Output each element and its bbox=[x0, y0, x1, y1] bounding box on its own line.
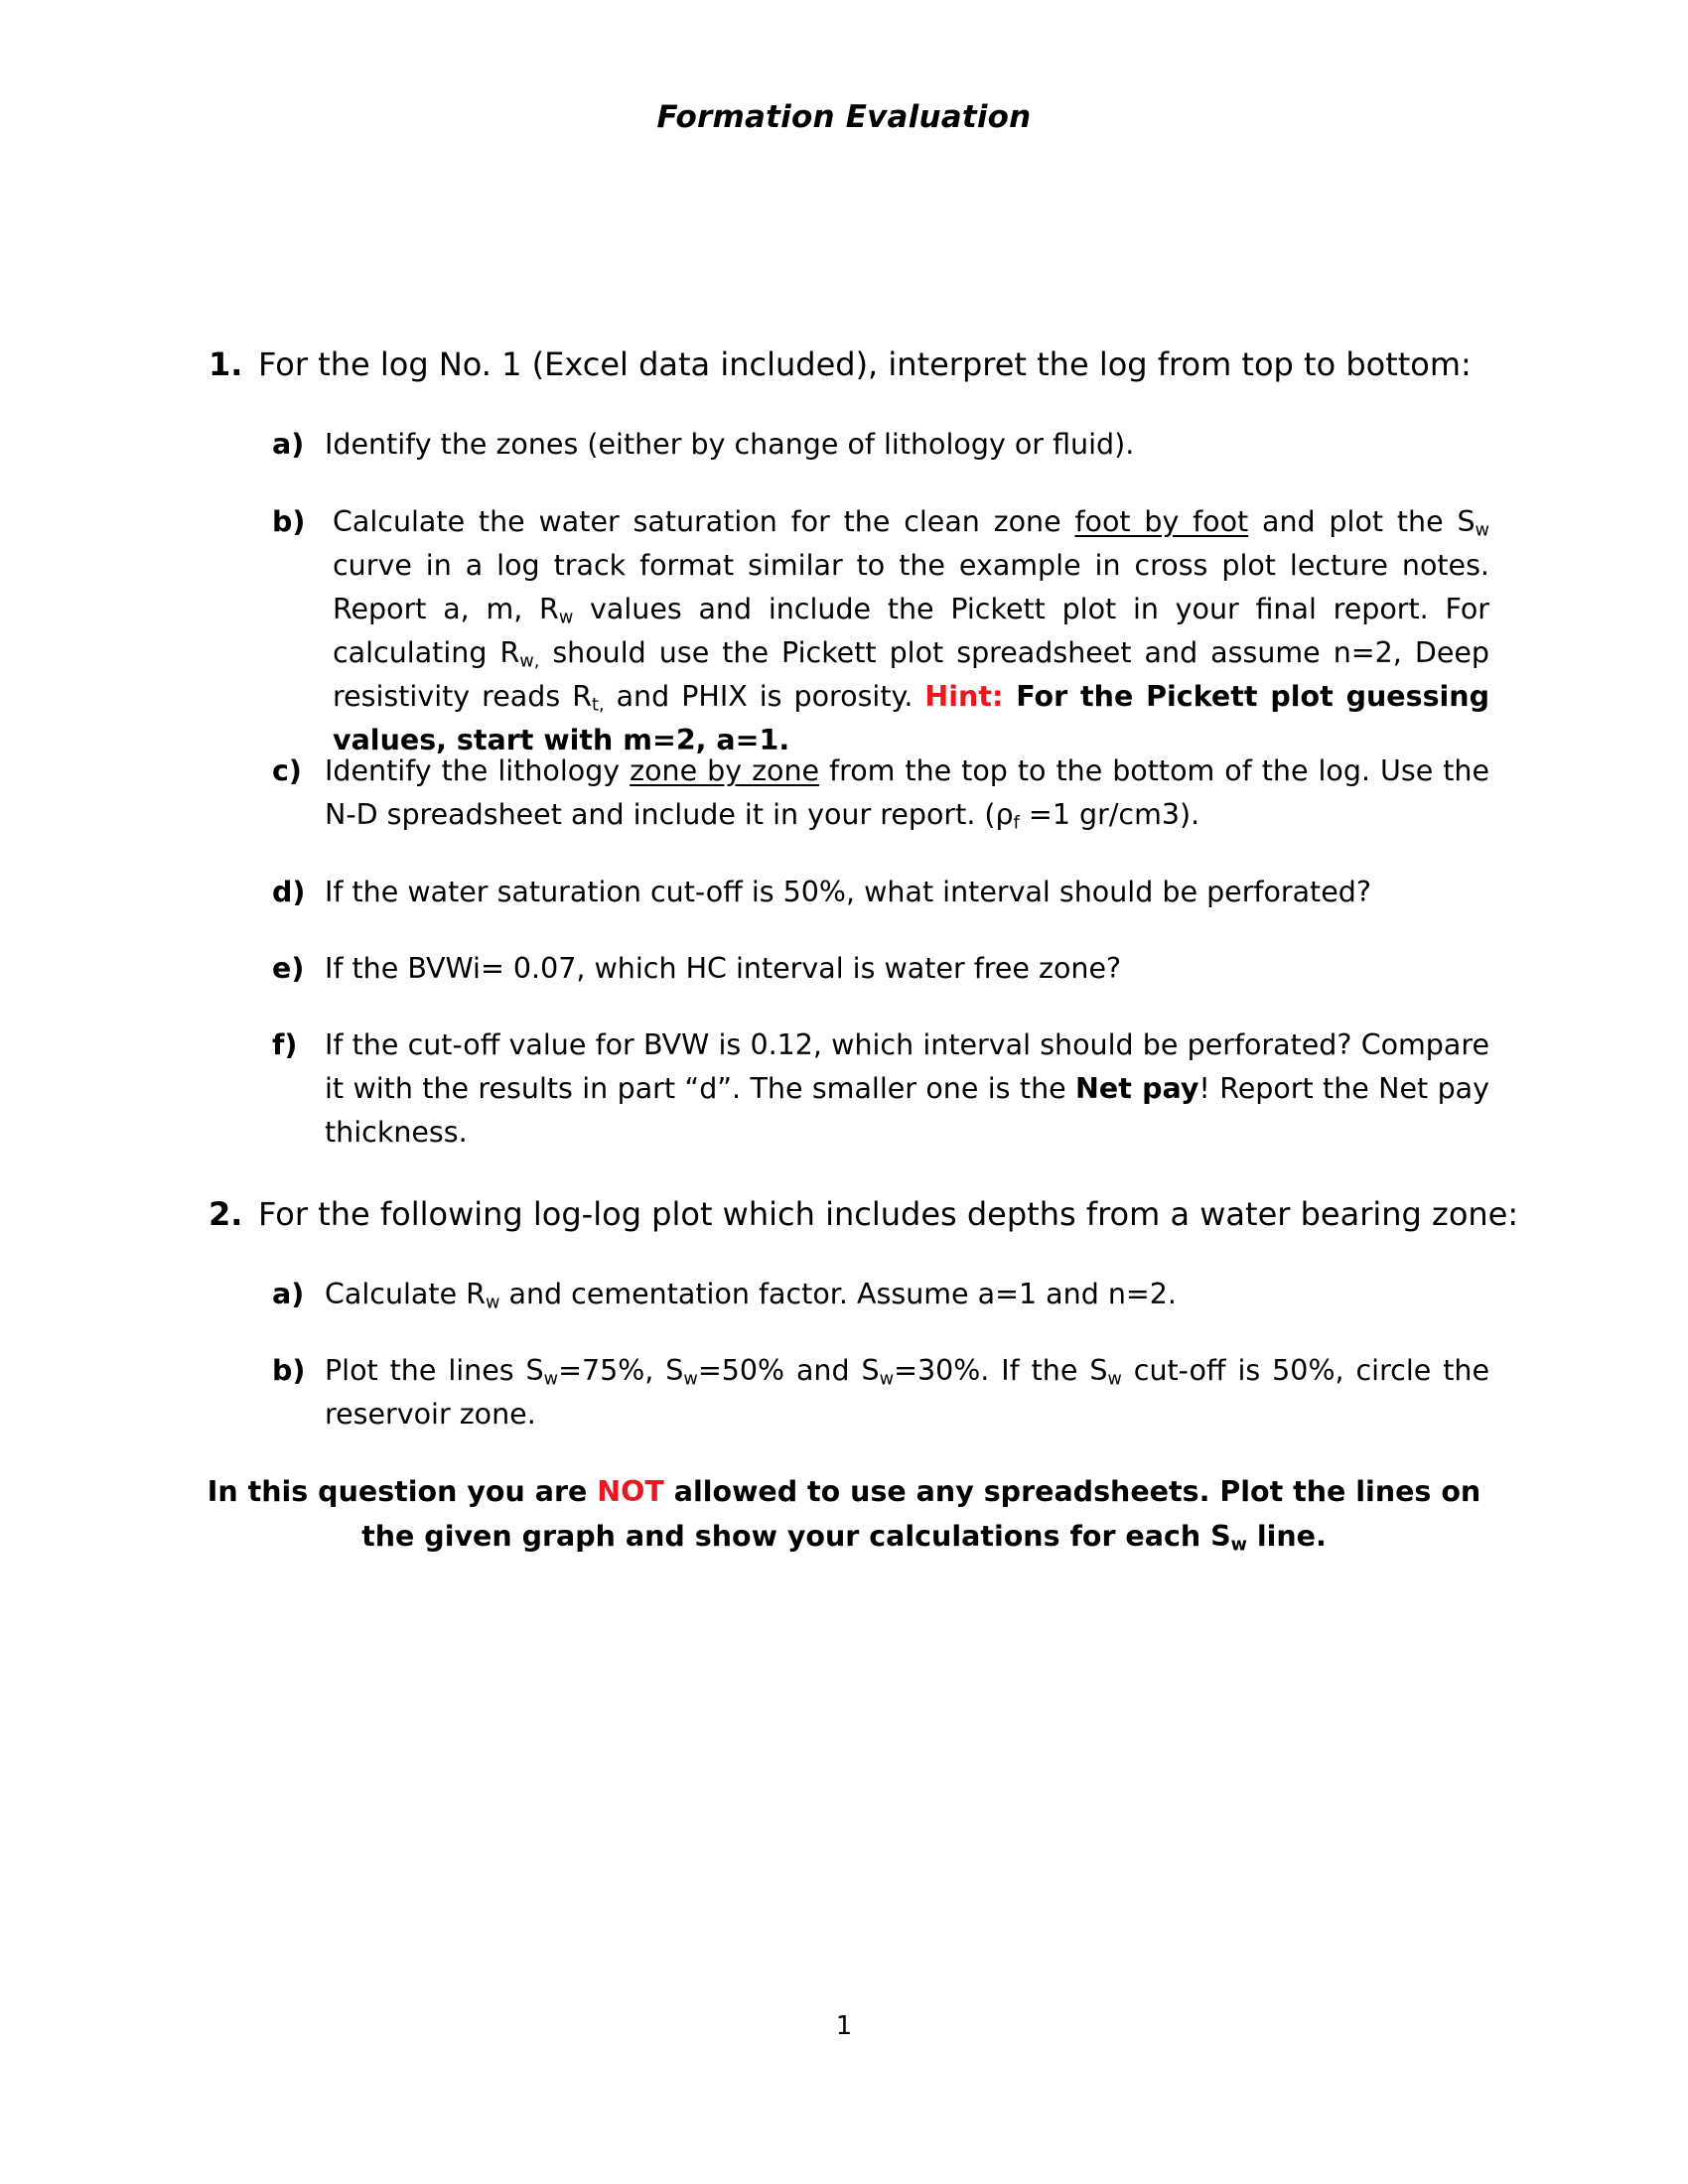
item-text: Calculate $R_w$ and cementation factor. Assume a=1 and n=2. bbox=[325, 1278, 1177, 1313]
item-text: Identify the zones (either by change of lithology or fluid). bbox=[325, 428, 1135, 461]
underlined-phrase: zone by zone bbox=[630, 754, 820, 787]
item-text: If the cut-off value for BVW is 0.12, which interval should be perforated? Compare it with the results in part “d”. The smaller one is the Net pay! Report the Net pay thickness. bbox=[325, 1028, 1489, 1149]
not-emphasis: NOT bbox=[597, 1475, 664, 1508]
q2-item-b bbox=[272, 1349, 1489, 1436]
hint-text: For the Pickett plot guessing values, start with m=2, a=1. bbox=[333, 680, 1489, 756]
item-label: c) bbox=[272, 754, 302, 787]
question-text: For the following log-log plot which includes depths from a water bearing zone: bbox=[258, 1195, 1519, 1233]
item-text: If the water saturation cut-off is 50%, what interval should be perforated? bbox=[325, 876, 1371, 908]
hint-label: Hint: bbox=[924, 680, 1004, 713]
q1-item-b bbox=[272, 500, 1489, 762]
item-label: a) bbox=[272, 428, 305, 461]
underlined-phrase: foot by foot bbox=[1074, 505, 1249, 538]
spreadsheet-restriction-note: In this question you are NOT allowed to use any spreadsheets. Plot the lines on the given graph and show your calculations for each $S_w$ line. bbox=[207, 1475, 1481, 1556]
question-number: 2. bbox=[209, 1195, 243, 1233]
q1-item-c bbox=[272, 750, 1489, 837]
item-text: Identify the lithology zone by zone from the top to the bottom of the log. Use the N-D spreadsheet and include it in your report. ($\rho_f =1$ gr/cm3). bbox=[325, 754, 1490, 834]
item-label: a) bbox=[272, 1278, 305, 1310]
q1-item-f bbox=[272, 1024, 1489, 1155]
q2-item-a bbox=[272, 1273, 1489, 1316]
item-label: d) bbox=[272, 876, 306, 908]
item-label: e) bbox=[272, 952, 305, 985]
item-label: f) bbox=[272, 1028, 298, 1061]
q1-item-d bbox=[272, 871, 1489, 914]
page-number: 1 bbox=[835, 2011, 853, 2041]
item-text: Calculate the water saturation for the clean zone foot by foot and plot the $S_w$ curve in a log track format similar to the example in cross plot lecture notes. Report a, m, $R_w$ values and include the Pickett plot in your final report. For calculating $R_{w,}$ should use the Pickett plot spreadsheet and assume n=2, Deep resistivity reads $R_{t,}$ and PHIX is porosity. Hint: For the Pickett plot guessing values, start with m=2, a=1. bbox=[333, 505, 1489, 756]
question-number: 1. bbox=[209, 345, 243, 383]
net-pay-bold: Net pay bbox=[1075, 1072, 1199, 1105]
page-title: Formation Evaluation bbox=[656, 99, 1032, 135]
item-label: b) bbox=[272, 505, 306, 538]
item-text: Plot the lines $S_w=75\%$, $S_w=50\%$ and $S_w=30\%$. If the $S_w$ cut-off is 50%, circle the reservoir zone. bbox=[325, 1354, 1489, 1431]
q1-item-e bbox=[272, 947, 1489, 991]
item-label: b) bbox=[272, 1354, 306, 1387]
q1-item-a bbox=[272, 423, 1489, 467]
item-text: If the BVWi= 0.07, which HC interval is water free zone? bbox=[325, 952, 1122, 985]
question-text: For the log No. 1 (Excel data included), interpret the log from top to bottom: bbox=[258, 345, 1472, 383]
